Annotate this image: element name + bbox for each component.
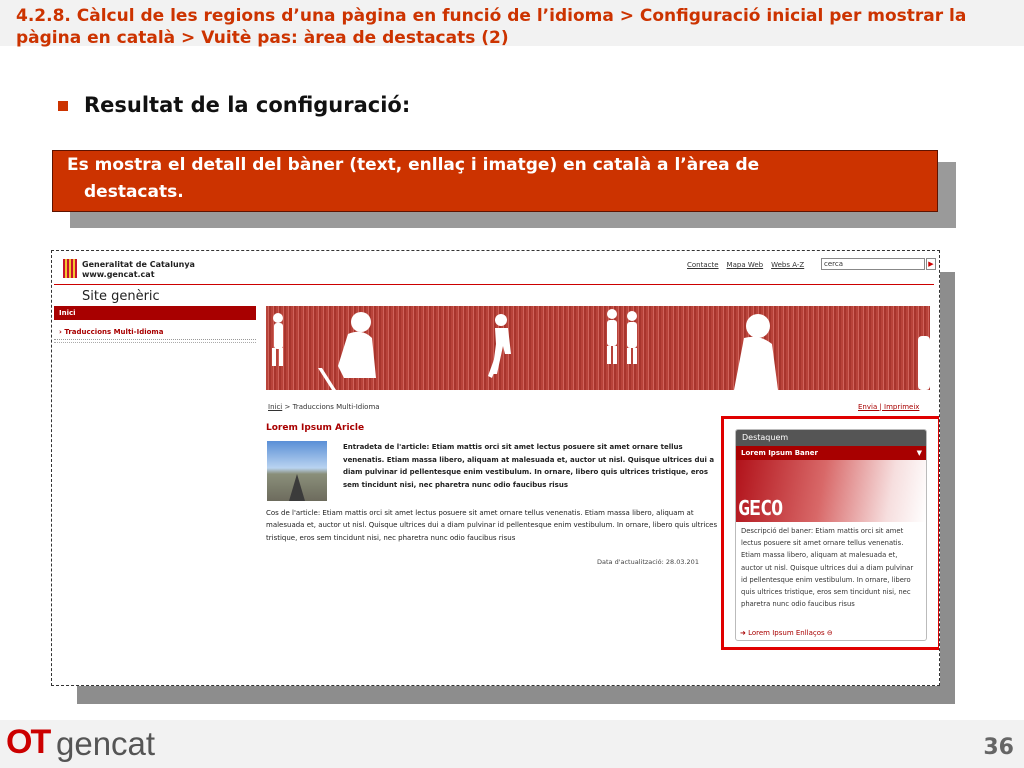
- org-name-line1: Generalitat de Catalunya: [82, 260, 195, 269]
- site-name: Site genèric: [82, 289, 160, 304]
- search-button[interactable]: ▶: [926, 258, 936, 270]
- nav-divider: [54, 341, 256, 343]
- banner-description: Descripció del baner: Etiam mattis orci sit amet lectus posuere sit amet ornare tellus venenatis. Etiam massa libero, aliquam at malesuada et, auctor ut nisl. Quisque ultrices dui a diam pulvinar id pellentesque enim vestibulum. In ornare, libero quis ultrices tristique, eros sem tincidunt nisi, nec pharetra nunc odio faucibus risus: [741, 527, 914, 609]
- article-body: Cos de l'article: Etiam mattis orci sit amet lectus posuere sit amet ornare tellus venenatis. Etiam massa libero, aliquam at malesuada et, auctor ut nisl. Quisque ultrices dui a diam pulvinar id pellentesque enim vestibulum. In ornare, libero quis ultrices tristique, eros sem tincidunt nisi, nec pharetra nunc odio faucibus risus: [266, 509, 718, 542]
- brand-logo-ot: OT: [6, 723, 50, 761]
- brand-logo-gencat: gencat: [56, 725, 156, 762]
- nav-item-traduccions[interactable]: › Traduccions Multi-Idioma: [54, 324, 256, 340]
- callout-text-line2: destacats.: [84, 182, 184, 202]
- generalitat-logo-icon: [63, 259, 77, 278]
- widget-header: Destaquem: [736, 430, 926, 446]
- bullet-icon: [58, 101, 68, 111]
- silhouettes-illustration: [266, 306, 930, 390]
- banner-selector-value: Lorem Ipsum Baner: [741, 449, 818, 457]
- article-intro: Entradeta de l'article: Etiam mattis orci sit amet lectus posuere sit amet ornare tellus venenatis. Etiam massa libero, aliquam at malesuada et, auctor ut nisl. Quisque ultrices dui a diam pulvinar id pellentesque enim vestibulum. In ornare, libero quis ultrices tristique, eros sem tincidunt nisi, nec pharetra nunc odio faucibus risus: [343, 443, 715, 489]
- slide-title: 4.2.8. Càlcul de les regions d’una pàgina en funció de l’idioma > Configuració inicial per mostrar la pàgina en català > Vuitè pas: àrea de destacats (2): [16, 6, 967, 48]
- callout-text-line1: Es mostra el detall del bàner (text, enllaç i imatge) en català a l’àrea de: [67, 155, 760, 175]
- road-icon: [289, 474, 305, 501]
- embedded-site-screenshot: [51, 250, 940, 686]
- chevron-down-icon[interactable]: ▼: [916, 449, 922, 457]
- banner-selector[interactable]: [736, 446, 926, 460]
- destaquem-widget: [735, 429, 927, 641]
- breadcrumb-home-link[interactable]: Inici: [268, 403, 283, 411]
- slide-subtitle: Resultat de la configuració:: [84, 93, 411, 117]
- breadcrumb-current: > Traduccions Multi-Idioma: [282, 403, 380, 411]
- banner-link[interactable]: ➜ Lorem Ipsum Enllaços ⊖: [740, 629, 833, 637]
- top-links: [687, 261, 804, 269]
- link-webs-az[interactable]: Webs A-Z: [771, 261, 805, 269]
- org-url: www.gencat.cat: [82, 270, 155, 279]
- org-name: [82, 260, 195, 280]
- banner-image[interactable]: [736, 460, 926, 522]
- link-mapa-web[interactable]: Mapa Web: [726, 261, 764, 269]
- search-input[interactable]: cerca: [821, 258, 925, 270]
- link-contacte[interactable]: Contacte: [687, 261, 719, 269]
- page-number: 36: [983, 735, 1014, 760]
- article-date: Data d'actualització: 28.03.201: [597, 558, 699, 566]
- nav-item-inici[interactable]: Inici: [54, 306, 256, 320]
- banner-image-text: GECO: [738, 496, 783, 520]
- callout-box: [52, 150, 938, 212]
- header-divider: [54, 284, 934, 285]
- breadcrumb: [268, 403, 380, 411]
- header-banner-image: [266, 306, 930, 390]
- share-print-links[interactable]: Envia | Imprimeix: [858, 403, 920, 411]
- article-image: [267, 441, 327, 501]
- article-title: Lorem Ipsum Aricle: [266, 423, 365, 433]
